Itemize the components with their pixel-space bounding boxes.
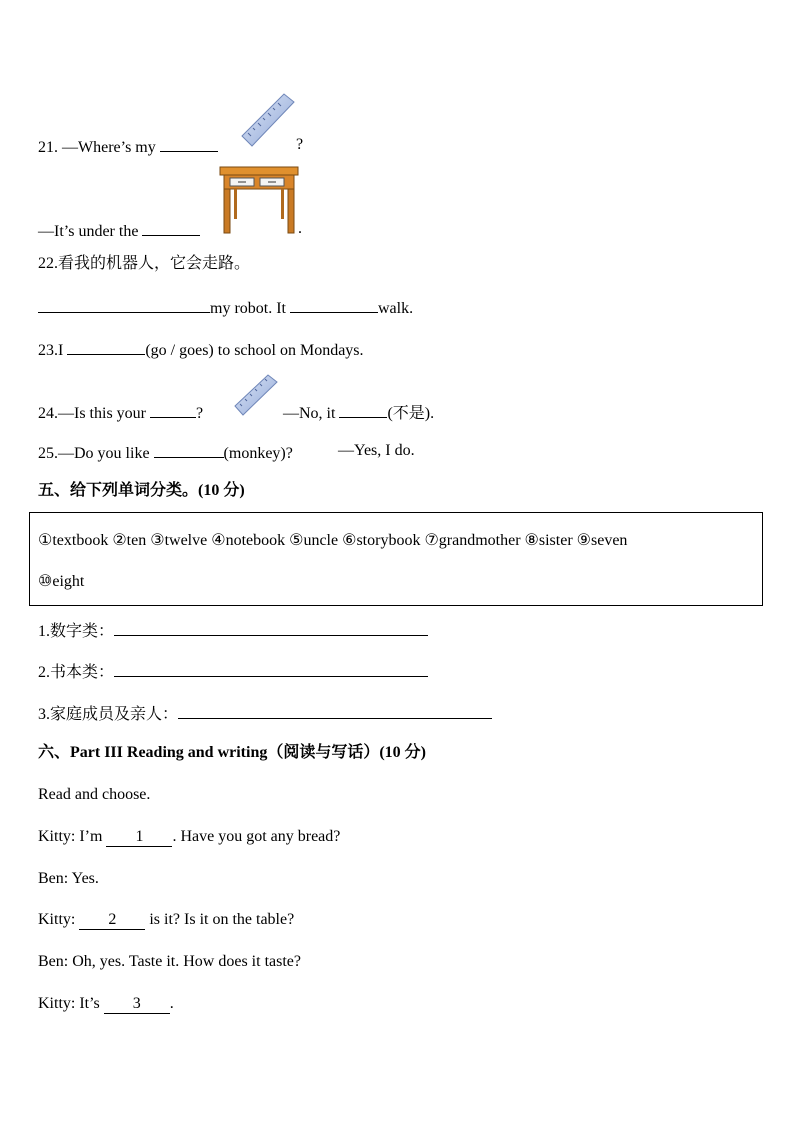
dialog-text: Kitty: I’m [38, 828, 107, 845]
ruler-icon [232, 372, 280, 418]
answer-blank-2[interactable]: 2 [79, 911, 145, 930]
dialog-text: Kitty: [38, 911, 80, 928]
answer-blank[interactable] [178, 702, 492, 719]
question-text: walk. [378, 300, 414, 317]
question-text: —No, it [283, 405, 340, 422]
dialog-line-5 [38, 994, 174, 1014]
question-24 [38, 401, 203, 424]
word-bank-line2: ⑩eight [38, 573, 85, 590]
question-21-line2 [38, 219, 200, 242]
answer-blank[interactable] [67, 338, 145, 355]
dialog-text: Kitty: It’s [38, 995, 104, 1012]
question-text: (不是). [387, 405, 435, 422]
question-text: (monkey)? [223, 445, 293, 462]
question-25 [38, 441, 293, 464]
word-bank-line1: ①textbook ②ten ③twelve ④notebook ⑤uncle ⑥storybook ⑦grandmother ⑧sister ⑨seven [38, 532, 628, 549]
dialog-text: . [169, 995, 174, 1012]
question-text: 25.—Do you like [38, 445, 154, 462]
answer-blank[interactable] [114, 619, 428, 636]
section-5-title: 五、给下列单词分类。(10 分) [38, 482, 245, 499]
question-text: (go / goes) to school on Mondays. [145, 342, 364, 359]
answer-blank[interactable] [38, 296, 210, 313]
answer-blank[interactable] [114, 660, 428, 677]
dialog-line-3 [38, 910, 294, 930]
category-label: 2.书本类： [38, 664, 115, 681]
dialog-line-2: Ben: Yes. [38, 870, 99, 887]
answer-blank[interactable] [339, 401, 387, 418]
category-label: 3.家庭成员及亲人： [38, 706, 179, 723]
question-number: 21. [38, 139, 58, 156]
question-mark: ? [196, 405, 204, 422]
category-label: 1.数字类： [38, 623, 115, 640]
question-22-answer [38, 296, 413, 319]
question-text: my robot. It [210, 300, 290, 317]
dialog-line-1 [38, 827, 340, 847]
question-22-prompt: 22.看我的机器人，它会走路。 [38, 255, 251, 272]
answer-blank[interactable] [290, 296, 378, 313]
word-bank-box [29, 512, 763, 606]
section-6-title: 六、Part III Reading and writing（阅读与写话）(10 分) [38, 744, 427, 761]
question-text: 24.—Is this your [38, 405, 150, 422]
dialog-text: is it? Is it on the table? [145, 911, 295, 928]
answer-blank-1[interactable]: 1 [106, 828, 172, 847]
question-21-period: . [298, 220, 302, 237]
answer-blank-3[interactable]: 3 [104, 995, 170, 1014]
question-24-answer [283, 401, 434, 424]
desk-icon [218, 163, 300, 235]
reading-instruction: Read and choose. [38, 786, 151, 803]
question-25-answer: —Yes, I do. [338, 442, 415, 459]
dialog-text: . Have you got any bread? [172, 828, 341, 845]
question-21-line1 [38, 135, 218, 158]
question-text: —Where’s my [58, 139, 160, 156]
answer-blank[interactable] [150, 401, 196, 418]
category-books [38, 660, 428, 683]
ruler-icon [238, 90, 298, 150]
question-text: 23.I [38, 342, 68, 359]
answer-blank[interactable] [160, 135, 218, 152]
dialog-line-4: Ben: Oh, yes. Taste it. How does it taste? [38, 953, 301, 970]
question-21-qmark: ? [296, 136, 304, 153]
answer-blank[interactable] [154, 441, 224, 458]
question-text: —It’s under the [38, 223, 143, 240]
answer-blank[interactable] [142, 219, 200, 236]
category-family [38, 702, 492, 725]
category-numbers [38, 619, 428, 642]
question-23 [38, 338, 364, 361]
